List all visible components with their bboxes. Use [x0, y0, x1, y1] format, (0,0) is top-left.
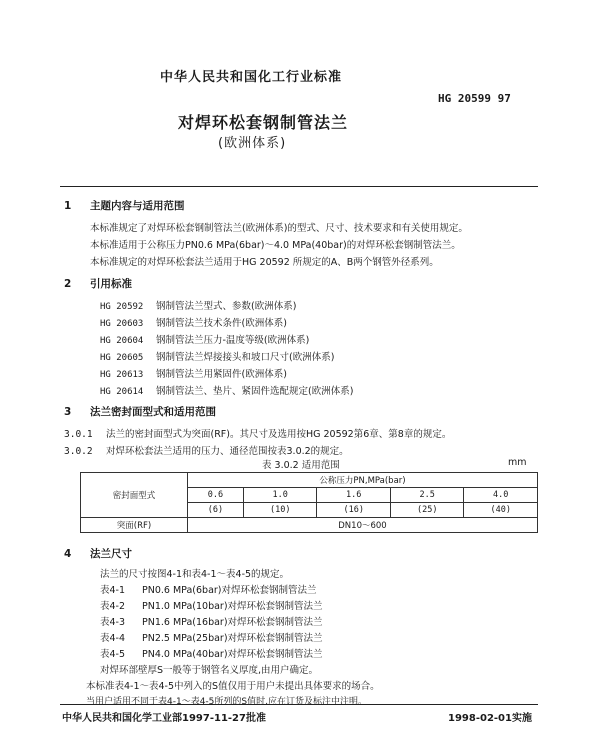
reference-code: HG 20605 [100, 353, 144, 363]
table-row-label: 突面(RF) [81, 518, 188, 533]
reference-code: HG 20603 [100, 319, 144, 329]
clause-number: 3.0.2 [64, 446, 93, 457]
standard-code: HG 20599 97 [438, 92, 511, 105]
table-label: 表4-2 [100, 601, 126, 612]
footer-divider [60, 704, 538, 705]
pressure-bar: (16) [317, 503, 391, 518]
table-list-item [100, 646, 323, 660]
table-list-item [100, 630, 323, 644]
paragraph: 本标准适用于公称压力PN0.6 MPa(6bar)～4.0 MPa(40bar)的对焊环松套钢制管法兰。 [90, 240, 461, 251]
document-subtitle: (欧洲体系) [218, 136, 287, 151]
paragraph: 本标准规定了对焊环松套钢制管法兰(欧洲体系)的型式、尺寸、技术要求和有关使用规定。 [90, 223, 468, 234]
table-description: PN1.0 MPa(10bar)对焊环松套钢制管法兰 [142, 601, 323, 612]
table-description: PN4.0 MPa(40bar)对焊环松套钢制管法兰 [142, 649, 323, 660]
reference-item [100, 383, 353, 397]
table-label: 表4-3 [100, 617, 126, 628]
section-title: 引用标准 [90, 278, 132, 290]
table-label: 表4-5 [100, 649, 126, 660]
pressure-mpa: 0.6 [188, 488, 244, 503]
table-list-item [100, 582, 317, 596]
reference-title: 钢制管法兰型式、参数(欧洲体系) [156, 301, 297, 312]
reference-code: HG 20614 [100, 387, 144, 397]
reference-title: 钢制管法兰技术条件(欧洲体系) [156, 318, 287, 329]
clause-3-0-1 [64, 426, 451, 440]
reference-item [100, 366, 287, 380]
table-row-header: 密封面型式 [81, 473, 188, 518]
section-title: 法兰尺寸 [90, 548, 132, 560]
table-list-item [100, 598, 323, 612]
table-description: PN0.6 MPa(6bar)对焊环松套钢制管法兰 [142, 585, 317, 596]
table-caption: 表 3.0.2 适用范围 [262, 460, 340, 471]
section-number: 1 [64, 200, 72, 212]
reference-item [100, 332, 309, 346]
pressure-mpa: 1.0 [243, 488, 317, 503]
pressure-bar: (40) [464, 503, 538, 518]
note: 本标准表4-1～表4-5中列入的S值仅用于用户未提出具体要求的场合。 [86, 681, 380, 692]
table-group-header: 公称压力PN,MPa(bar) [188, 473, 538, 488]
section-1-heading [64, 198, 185, 213]
approval-line: 中华人民共和国化学工业部1997-11-27批准 [62, 713, 266, 724]
table-unit: mm [508, 457, 527, 468]
table-label: 表4-4 [100, 633, 126, 644]
pressure-mpa: 4.0 [464, 488, 538, 503]
clause-text: 对焊环松套法兰适用的压力、通径范围按表3.0.2的规定。 [106, 446, 349, 457]
effective-date: 1998-02-01实施 [448, 713, 532, 724]
clause-3-0-2 [64, 443, 349, 457]
document-title: 对焊环松套钢制管法兰 [178, 113, 349, 132]
pressure-bar: (6) [188, 503, 244, 518]
section-3-heading [64, 404, 216, 419]
section-title: 法兰密封面型式和适用范围 [90, 406, 216, 418]
paragraph: 法兰的尺寸按图4-1和表4-1～表4-5的规定。 [100, 569, 290, 580]
reference-item [100, 298, 296, 312]
reference-title: 钢制管法兰压力-温度等级(欧洲体系) [156, 335, 310, 346]
section-number: 3 [64, 406, 72, 418]
table-label: 表4-1 [100, 585, 126, 596]
clause-text: 法兰的密封面型式为突面(RF)。其尺寸及选用按HG 20592第6章、第8章的规定。 [106, 429, 452, 440]
table-row-value: DN10～600 [188, 518, 538, 533]
pressure-mpa: 1.6 [317, 488, 391, 503]
reference-code: HG 20592 [100, 302, 144, 312]
reference-item [100, 349, 334, 363]
section-title: 主题内容与适用范围 [90, 200, 185, 212]
clause-number: 3.0.1 [64, 429, 93, 440]
section-2-heading [64, 276, 132, 291]
reference-item [100, 315, 287, 329]
pressure-bar: (10) [243, 503, 317, 518]
reference-title: 钢制管法兰焊接接头和坡口尺寸(欧洲体系) [156, 352, 335, 363]
note: 当用户适用不同于表4-1～表4-5所列的S值时,应在订货及标注中注明。 [86, 697, 367, 707]
header-divider [60, 186, 538, 187]
paragraph: 本标准规定的对焊环松套法兰适用于HG 20592 所规定的A、B两个钢管外径系列。 [90, 257, 439, 268]
reference-title: 钢制管法兰、垫片、紧固件选配规定(欧洲体系) [156, 386, 354, 397]
applicable-range-table [80, 472, 538, 533]
issuing-organization: 中华人民共和国化工行业标准 [160, 70, 343, 85]
pressure-bar: (25) [390, 503, 464, 518]
reference-title: 钢制管法兰用紧固件(欧洲体系) [156, 369, 287, 380]
section-number: 4 [64, 548, 72, 560]
table-list-item [100, 614, 323, 628]
section-4-heading [64, 546, 132, 561]
reference-code: HG 20613 [100, 370, 144, 380]
table-description: PN1.6 MPa(16bar)对焊环松套钢制管法兰 [142, 617, 323, 628]
reference-code: HG 20604 [100, 336, 144, 346]
section-number: 2 [64, 278, 72, 290]
pressure-mpa: 2.5 [390, 488, 464, 503]
note: 对焊环部壁厚S一般等于钢管名义厚度,由用户确定。 [100, 665, 319, 676]
table-description: PN2.5 MPa(25bar)对焊环松套钢制管法兰 [142, 633, 323, 644]
